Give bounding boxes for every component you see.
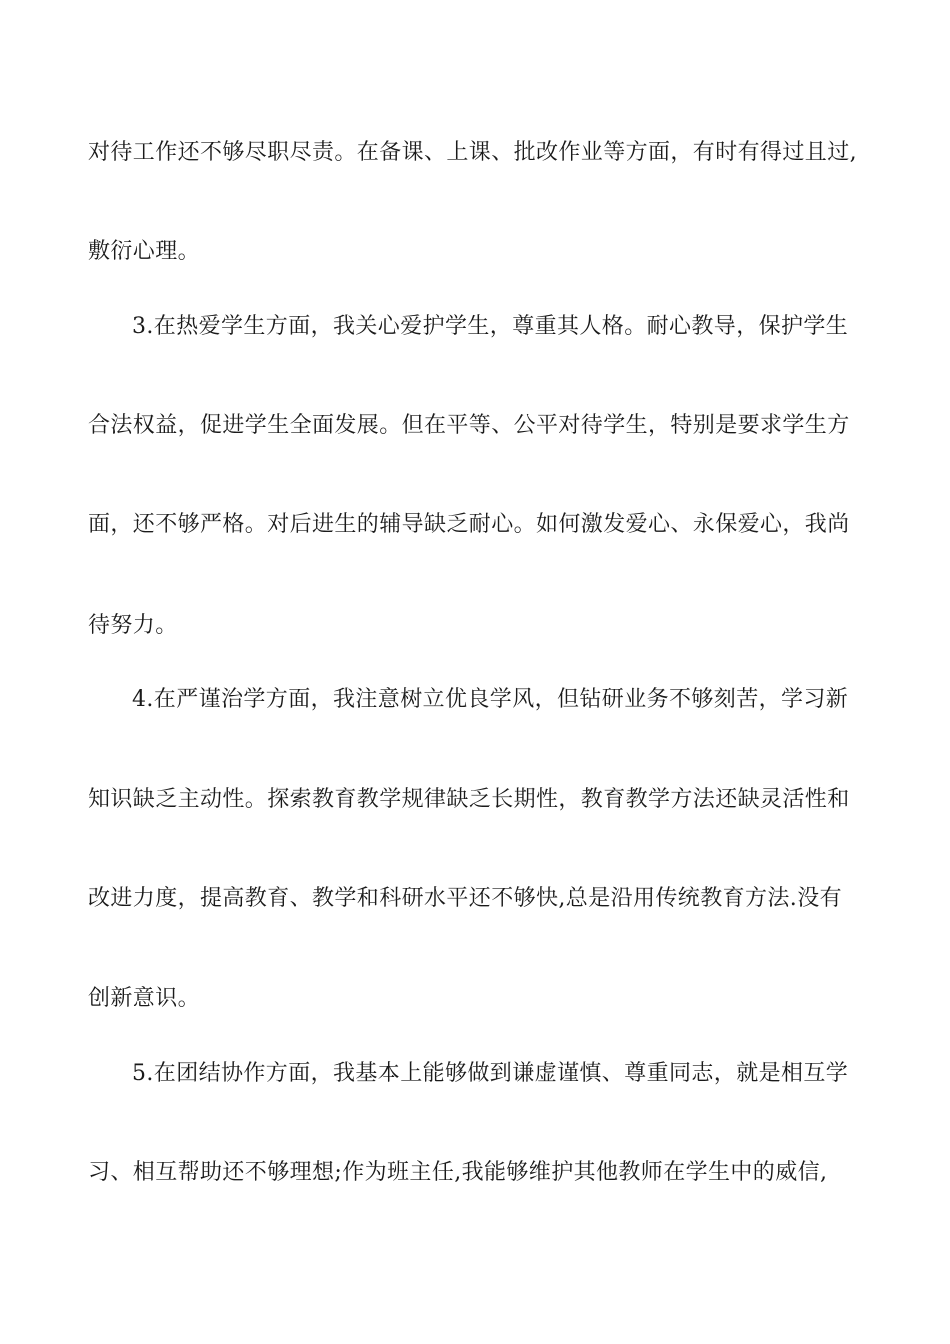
text-line: 对待工作还不够尽职尽责。在备课、上课、批改作业等方面，有时有得过且过,	[88, 140, 857, 165]
text-line: 改进力度，提高教育、教学和科研水平还不够快,总是沿用传统教育方法.没有	[88, 886, 842, 911]
text-line: 知识缺乏主动性。探索教育教学规律缺乏长期性，教育教学方法还缺灵活性和	[88, 787, 850, 812]
text-line: 5.在团结协作方面，我基本上能够做到谦虚谨慎、尊重同志，就是相互学	[132, 1061, 849, 1086]
text-line: 3.在热爱学生方面，我关心爱护学生，尊重其人格。耐心教导，保护学生	[132, 314, 849, 339]
text-line: 创新意识。	[88, 986, 201, 1011]
text-line: 待努力。	[88, 613, 178, 638]
text-line: 习、相互帮助还不够理想;作为班主任,我能够维护其他教师在学生中的威信,	[88, 1160, 828, 1185]
text-line: 合法权益，促进学生全面发展。但在平等、公平对待学生，特别是要求学生方	[88, 413, 850, 438]
text-line: 面，还不够严格。对后进生的辅导缺乏耐心。如何激发爱心、永保爱心，我尚	[88, 512, 850, 537]
text-line: 敷衍心理。	[88, 239, 201, 264]
text-line: 4.在严谨治学方面，我注意树立优良学风，但钻研业务不够刻苦，学习新	[132, 687, 849, 712]
